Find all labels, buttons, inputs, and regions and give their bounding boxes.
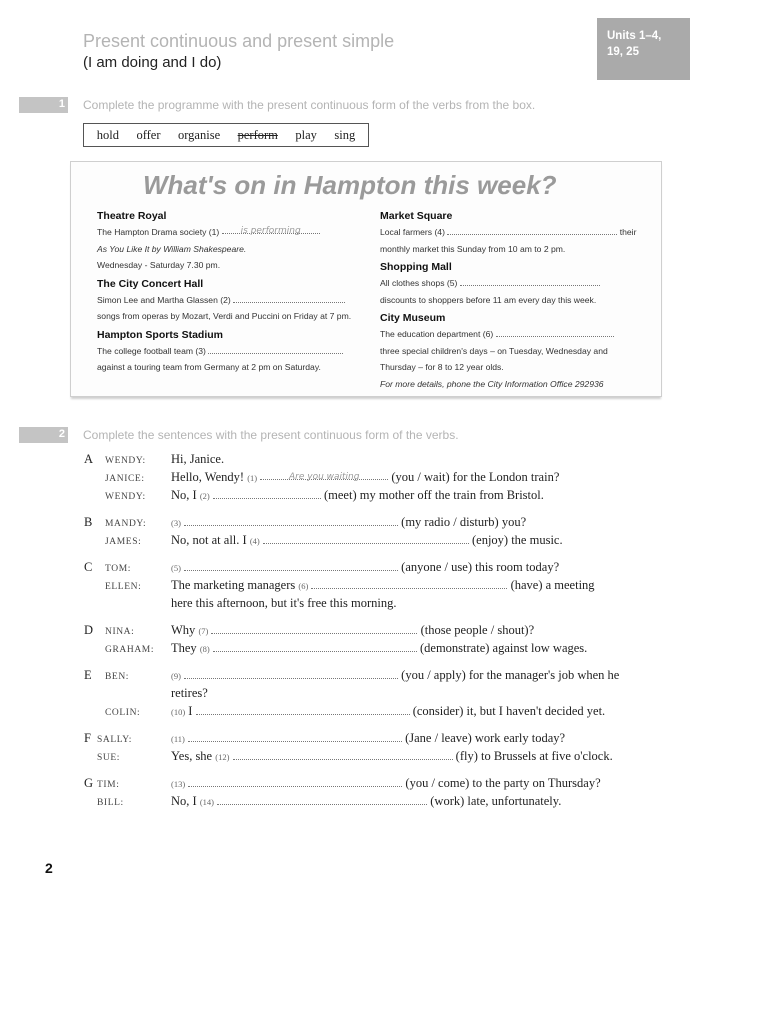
dialogue-text: Why	[171, 623, 196, 637]
answer-blank-4[interactable]	[447, 225, 617, 235]
page-number: 2	[45, 860, 53, 876]
units-line-1: Units 1–4,	[607, 30, 662, 42]
answer-blank-4[interactable]	[263, 534, 469, 544]
dialogue-text: No, I	[171, 488, 197, 502]
answer-blank-14[interactable]	[217, 795, 427, 805]
word-box	[83, 123, 369, 147]
speaker-label: JAMES:	[105, 537, 142, 547]
dialogue-line	[171, 668, 619, 683]
speaker-label: GRAHAM:	[105, 645, 155, 655]
concert-line-1	[97, 292, 351, 309]
speaker-label: COLIN:	[105, 708, 141, 718]
dialogue-text: No, not at all. I	[171, 533, 247, 547]
speaker-label: JANICE:	[105, 474, 145, 484]
dialogue-letter-b: B	[84, 515, 93, 529]
answer-blank-8[interactable]	[213, 642, 417, 652]
dialogue-text: here this afternoon, but it's free this morning.	[171, 596, 397, 610]
stadium-text: The college football team (3)	[97, 345, 206, 356]
dialogue-line	[171, 776, 601, 791]
speaker-label: BILL:	[97, 798, 124, 808]
dialogue-line	[171, 488, 544, 503]
gap-number: (3)	[171, 518, 181, 528]
museum-line-1	[380, 326, 636, 343]
dialogue-line	[171, 794, 561, 809]
dialogue-text: I	[188, 704, 193, 718]
speaker-label: WENDY:	[105, 456, 146, 466]
museum-line-3: Thursday – for 8 to 12 year olds.	[380, 362, 504, 372]
dialogue-line	[171, 452, 224, 467]
dialogue-text: (you / apply) for the manager's job when he	[401, 668, 620, 682]
dialogue-line	[171, 749, 613, 764]
dialogue-letter-a: A	[84, 452, 94, 466]
speaker-label: TOM:	[105, 564, 131, 574]
dialogue-text: No, I	[171, 794, 197, 808]
market-line-1	[380, 224, 636, 241]
dialogue-line	[171, 560, 559, 575]
word-box-item: sing	[334, 127, 356, 142]
programme-left-column	[97, 206, 351, 376]
answer-blank-10[interactable]	[196, 705, 410, 715]
speaker-label: SALLY:	[97, 735, 133, 745]
page-subtitle: (I am doing and I do)	[83, 54, 222, 71]
dialogue-text: (have) a meeting	[510, 578, 595, 592]
speaker-label: ELLEN:	[105, 582, 142, 592]
speaker-label: WENDY:	[105, 492, 146, 502]
dialogue-line	[171, 704, 605, 719]
exercise-2-instruction: Complete the sentences with the present continuous form of the verbs.	[83, 428, 459, 442]
units-reference-box	[597, 18, 690, 80]
theatre-text: The Hampton Drama society (1)	[97, 227, 220, 237]
answer-blank-3[interactable]	[184, 516, 398, 526]
dialogue-text: Hello, Wendy!	[171, 470, 245, 484]
page-title: Present continuous and present simple	[83, 31, 395, 51]
dialogue-text: (fly) to Brussels at five o'clock.	[455, 749, 613, 763]
handwritten-answer: Are you waiting	[288, 472, 360, 482]
mall-line-2: discounts to shoppers before 11 am every day this week.	[380, 294, 597, 305]
dialogue-line	[171, 731, 565, 746]
answer-blank-5[interactable]	[460, 276, 600, 286]
concert-line-2: songs from operas by Mozart, Verdi and Puccini on Friday at 7 pm.	[97, 311, 352, 321]
dialogue-text: (you / wait) for the London train?	[391, 470, 560, 484]
answer-blank-3[interactable]	[208, 344, 343, 354]
market-square-heading: Market Square	[380, 210, 453, 222]
word-box-item: hold	[96, 127, 119, 142]
dialogue-text: (meet) my mother off the train from Bristol.	[324, 488, 544, 502]
city-museum-heading: City Museum	[380, 312, 446, 324]
dialogue-text: (Jane / leave) work early today?	[405, 731, 566, 745]
theatre-royal-heading: Theatre Royal	[97, 210, 167, 222]
gap-number: (12)	[215, 752, 230, 762]
dialogue-letter-d: D	[84, 623, 94, 637]
exercise-1-marker	[19, 97, 68, 113]
gap-number: (4)	[249, 536, 260, 546]
stadium-line-2: against a touring team from Germany at 2 pm on Saturday.	[97, 362, 321, 372]
gap-number: (13)	[171, 779, 186, 789]
dialogue-letter-c: C	[84, 560, 93, 574]
answer-blank-6[interactable]	[496, 327, 614, 337]
speaker-label: NINA:	[105, 627, 135, 637]
gap-number: (9)	[171, 671, 181, 681]
dialogue-text: (work) late, unfortunately.	[430, 794, 562, 808]
answer-blank-1[interactable]	[222, 224, 320, 234]
concert-text: Simon Lee and Martha Glassen (2)	[97, 294, 231, 305]
exercise-2-number: 2	[58, 428, 65, 440]
dialogue-line	[171, 686, 208, 701]
dialogue-text: (those people / shout)?	[420, 623, 535, 637]
gap-number: (11)	[171, 734, 185, 744]
dialogue-text: (you / come) to the party on Thursday?	[405, 776, 601, 790]
gap-number: (7)	[198, 626, 209, 636]
shopping-mall-heading: Shopping Mall	[380, 261, 452, 273]
dialogue-letter-f: F	[84, 731, 91, 745]
answer-blank-6[interactable]	[311, 579, 507, 589]
concert-hall-heading: The City Concert Hall	[97, 277, 204, 290]
more-details-line: For more details, phone the City Information Office 292936	[380, 378, 604, 389]
answer-blank-7[interactable]	[211, 624, 417, 634]
dialogue-line	[171, 470, 559, 485]
market-text: Local farmers (4)	[380, 227, 445, 237]
mall-text: All clothes shops (5)	[380, 278, 458, 288]
answer-blank-2[interactable]	[213, 489, 321, 499]
dialogue-line	[171, 578, 595, 593]
answer-blank-13[interactable]	[188, 777, 402, 787]
theatre-line-2: As You Like It by William Shakespeare.	[97, 243, 247, 254]
answer-blank-2[interactable]	[233, 293, 345, 303]
dialogue-text: They	[171, 641, 197, 655]
dialogue-text: (consider) it, but I haven't decided yet.	[412, 704, 606, 718]
dialogue-text: The marketing managers	[171, 578, 296, 592]
museum-line-2: three special children's days – on Tuesday, Wednesday and	[380, 345, 608, 356]
dialogue-text: Yes, she	[171, 749, 213, 763]
market-text-end: their	[619, 227, 637, 237]
word-box-item: organise	[178, 127, 221, 142]
dialogue-text: retires?	[171, 686, 208, 700]
units-line-2: 19, 25	[607, 46, 639, 58]
speaker-label: MANDY:	[105, 519, 147, 529]
handwritten-answer-1: is performing	[240, 226, 301, 236]
speaker-label: TIM:	[97, 780, 120, 790]
word-box-item: play	[295, 127, 317, 142]
dialogue-letter-g: G	[84, 776, 94, 790]
answer-blank-11[interactable]	[188, 732, 402, 742]
gap-number: (6)	[298, 581, 309, 591]
market-line-2: monthly market this Sunday from 10 am to 2 pm.	[380, 243, 566, 254]
exercise-2-marker	[19, 427, 68, 443]
dialogue-text: (demonstrate) against low wages.	[419, 641, 588, 655]
programme-right-column	[380, 206, 636, 392]
mall-line-1	[380, 275, 636, 292]
exercise-1-instruction: Complete the programme with the present continuous form of the verbs from the box.	[83, 98, 536, 112]
gap-number: (10)	[171, 707, 186, 717]
gap-number: (8)	[199, 644, 210, 654]
answer-blank-9[interactable]	[184, 669, 398, 679]
dialogue-text: (anyone / use) this room today?	[401, 560, 560, 574]
exercise-1-number: 1	[58, 98, 65, 110]
museum-text: The education department (6)	[380, 329, 494, 339]
gap-number: (1)	[247, 473, 258, 483]
dialogue-line	[171, 533, 563, 548]
word-box-item: offer	[136, 127, 161, 142]
programme-title: What's on in Hampton this week?	[143, 170, 557, 200]
theatre-line-1	[97, 224, 351, 241]
dialogue-line	[171, 641, 587, 656]
gap-number: (2)	[199, 491, 210, 501]
answer-blank-1[interactable]	[260, 470, 388, 480]
speaker-label: SUE:	[97, 753, 120, 763]
dialogue-letter-e: E	[84, 668, 92, 682]
dialogue-line	[171, 596, 396, 611]
theatre-line-3: Wednesday - Saturday 7.30 pm.	[97, 260, 221, 270]
stadium-line-1	[97, 343, 351, 360]
word-box-item-used: perform	[237, 127, 278, 142]
gap-number: (5)	[171, 563, 181, 573]
dialogue-text: Hi, Janice.	[171, 452, 225, 466]
gap-number: (14)	[199, 797, 214, 807]
dialogue-line	[171, 623, 534, 638]
dialogue-text: (enjoy) the music.	[471, 533, 563, 547]
dialogue-text: (my radio / disturb) you?	[401, 515, 527, 529]
answer-blank-5[interactable]	[184, 561, 398, 571]
answer-blank-12[interactable]	[233, 750, 453, 760]
dialogue-line	[171, 515, 526, 530]
sports-stadium-heading: Hampton Sports Stadium	[97, 328, 224, 341]
speaker-label: BEN:	[105, 672, 130, 682]
